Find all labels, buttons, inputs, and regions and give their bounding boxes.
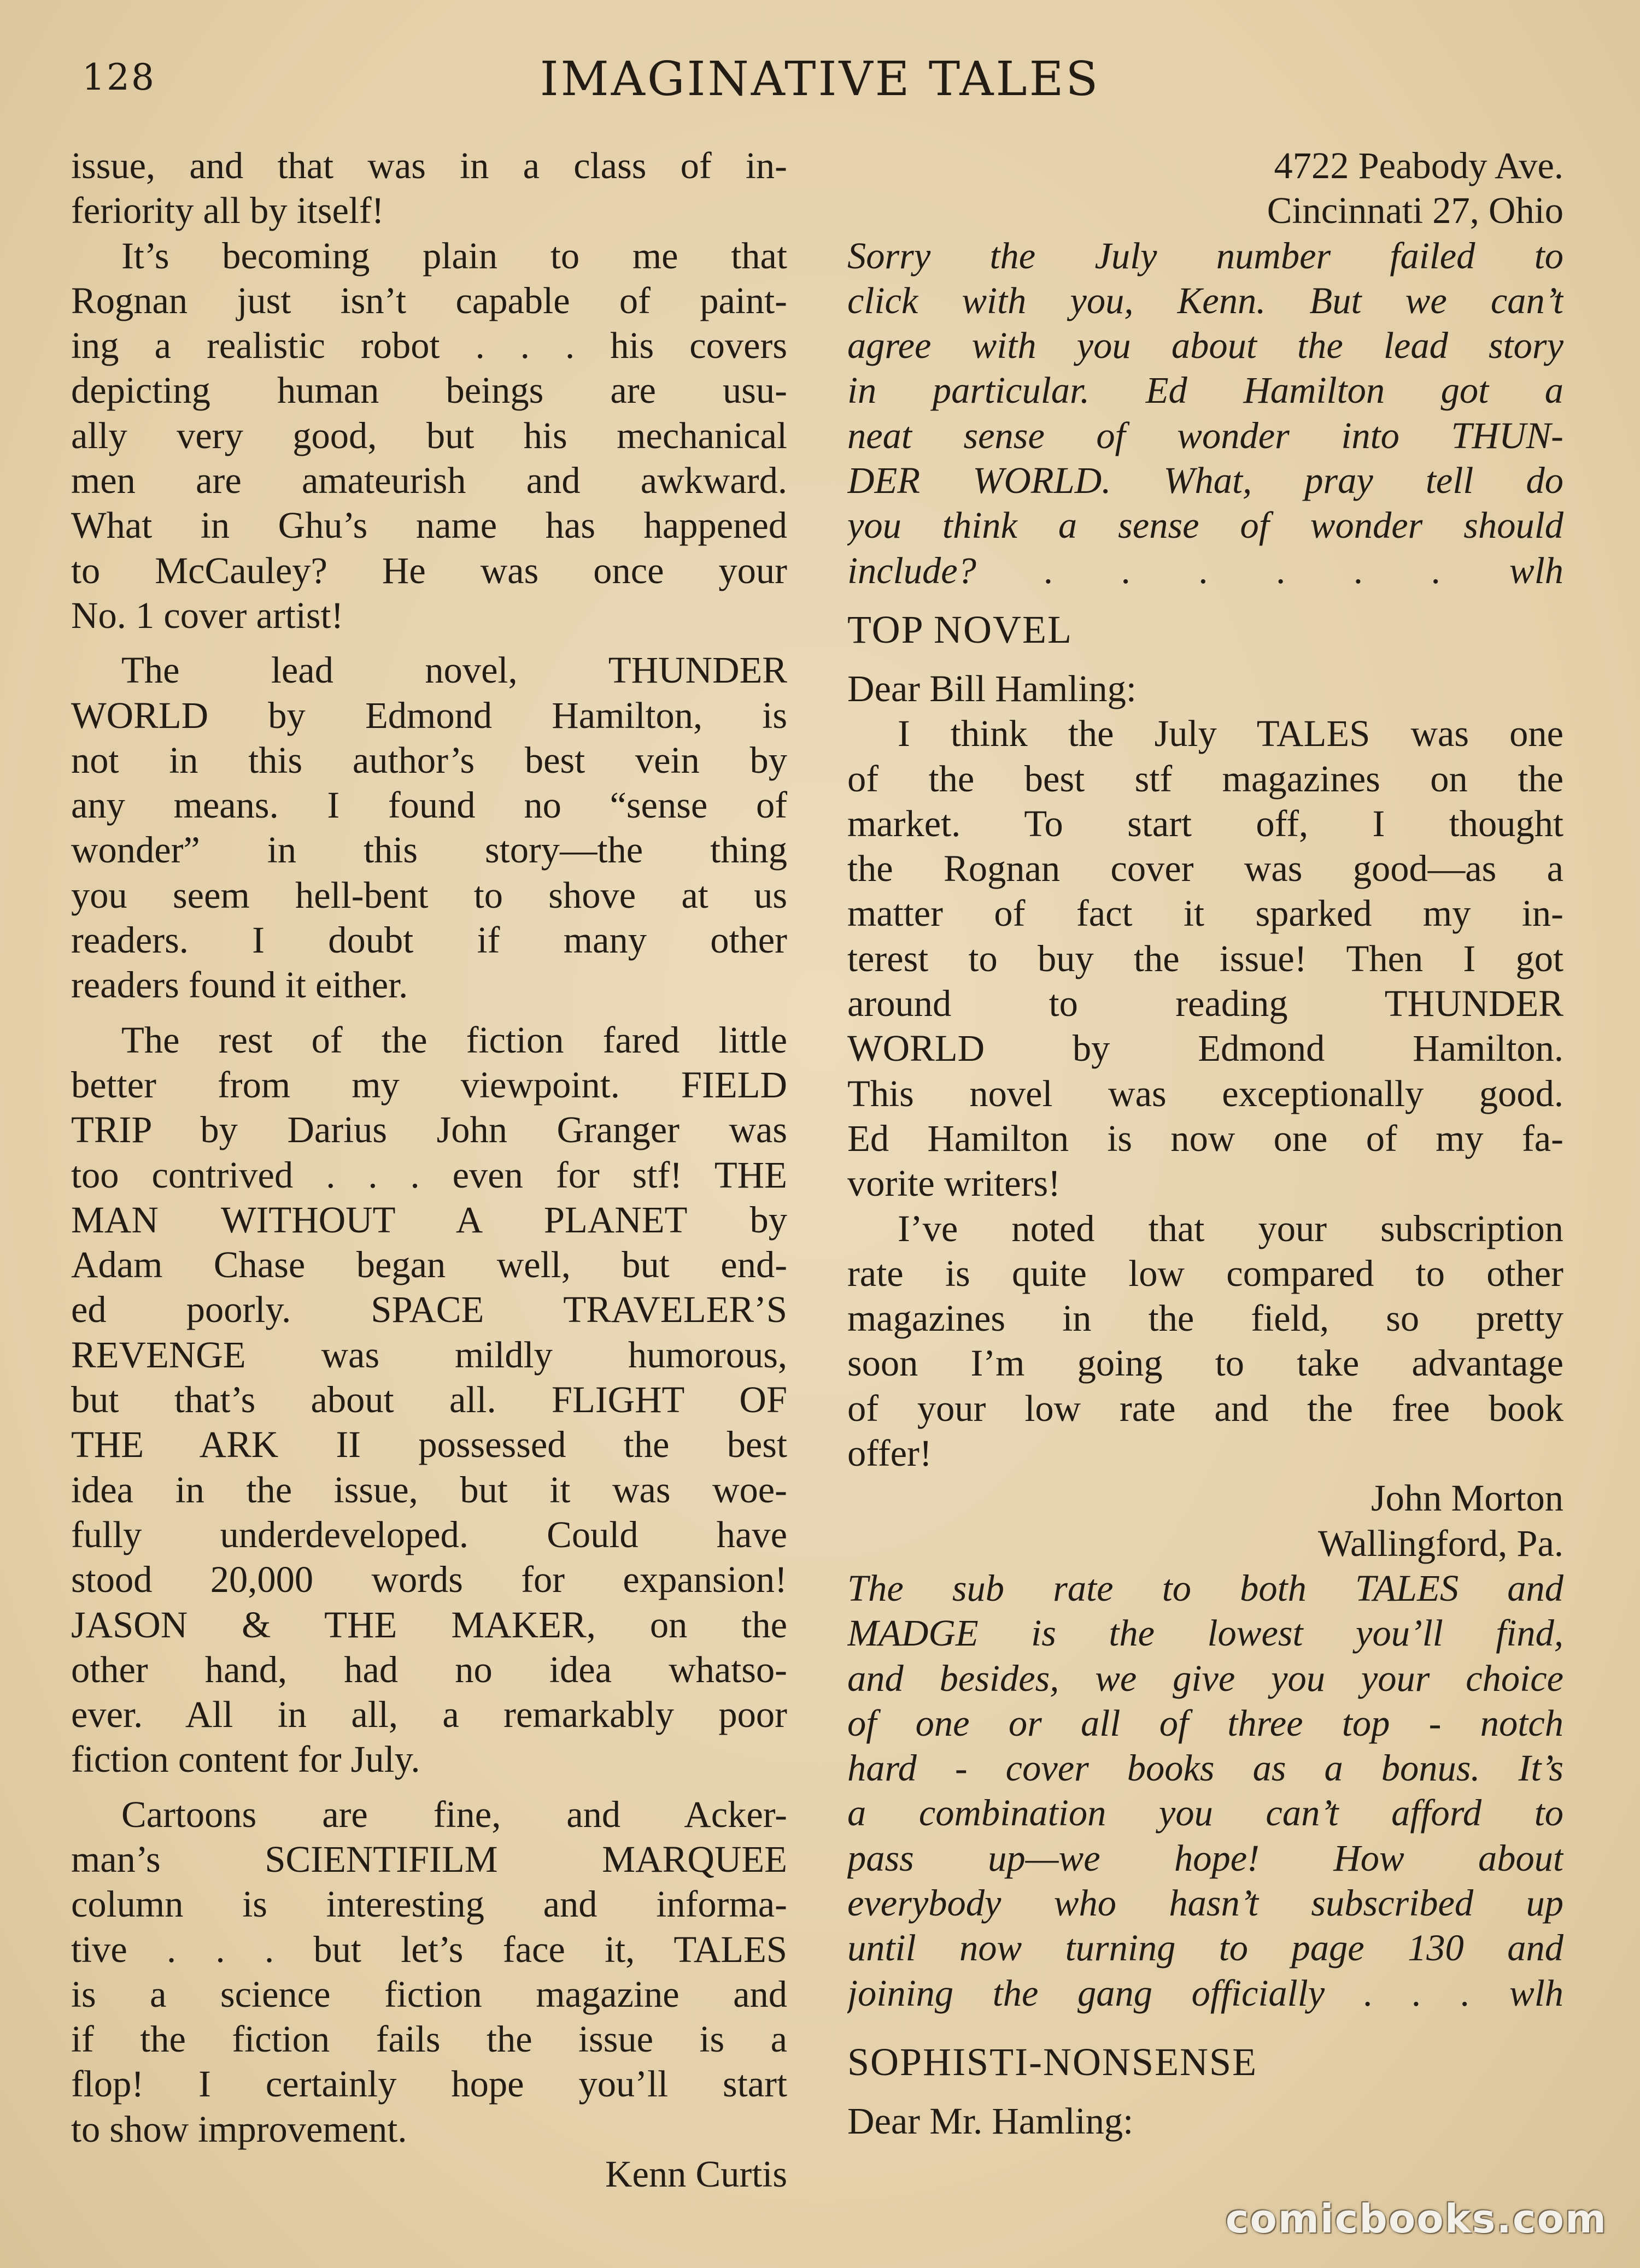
text-line: agree with you about the lead story — [847, 325, 1563, 367]
text-line: This novel was exceptionally good. — [847, 1072, 1563, 1114]
text-line: any means. I found no “sense of — [71, 784, 787, 826]
text-line: soon I’m going to take advantage — [847, 1342, 1563, 1384]
text-line: ever. All in all, a remarkably poor — [71, 1694, 787, 1736]
text-line: No. 1 cover artist! — [71, 594, 344, 636]
text-line: Cartoons are fine, and Acker- — [121, 1793, 787, 1835]
text-line: vorite writers! — [847, 1162, 1061, 1204]
text-line: neat sense of wonder into THUN- — [847, 414, 1563, 456]
text-line: you seem hell-bent to shove at us — [71, 874, 787, 916]
text-line: of one or all of three top - notch — [847, 1702, 1563, 1744]
text-line: magazines in the field, so pretty — [847, 1297, 1563, 1339]
text-line: man’s SCIENTIFILM MARQUEE — [71, 1838, 787, 1880]
text-line: fully underdeveloped. Could have — [71, 1513, 787, 1555]
text-line: MAN WITHOUT A PLANET by — [71, 1198, 787, 1241]
text-line: JASON & THE MAKER, on the — [71, 1603, 787, 1646]
text-line: WORLD by Edmond Hamilton, is — [71, 694, 787, 736]
text-line: flop! I certainly hope you’ll start — [71, 2063, 787, 2105]
section-heading: SOPHISTI-NONSENSE — [847, 2040, 1258, 2084]
paragraph-gap — [847, 2016, 1563, 2025]
text-line: offer! — [847, 1432, 932, 1474]
text-line: tive . . . but let’s face it, TALES — [71, 1928, 787, 1970]
text-line: I’ve noted that your subscription — [898, 1207, 1563, 1249]
text-line: fiction content for July. — [71, 1738, 420, 1781]
text-line: depicting human beings are usu- — [71, 369, 787, 412]
text-line: matter of fact it sparked my in- — [847, 892, 1563, 935]
text-line: issue, and that was in a class of in- — [71, 145, 787, 186]
text-line: It’s becoming plain to me that — [121, 234, 787, 277]
text-line: a combination you can’t afford to — [847, 1792, 1563, 1834]
text-line: joining the gang officially . . . wlh — [847, 1972, 1563, 2014]
text-line: John Morton — [1370, 1477, 1563, 1519]
text-line: stood 20,000 words for expansion! — [71, 1559, 787, 1601]
paragraph-gap — [71, 1008, 787, 1018]
paragraph-gap — [847, 656, 1563, 666]
text-line: 4722 Peabody Ave. — [1274, 145, 1563, 186]
text-line: readers. I doubt if many other — [71, 919, 787, 961]
text-line: DER WORLD. What, pray tell do — [847, 460, 1563, 502]
text-line: ed poorly. SPACE TRAVELER’S — [71, 1289, 787, 1331]
text-line: to McCauley? He was once your — [71, 549, 787, 591]
text-line: What in Ghu’s name has happened — [71, 504, 787, 547]
text-line: terest to buy the issue! Then I got — [847, 937, 1563, 979]
paragraph-gap — [71, 1782, 787, 1792]
text-line: WORLD by Edmond Hamilton. — [847, 1027, 1563, 1070]
text-line: idea in the issue, but it was woe- — [71, 1468, 787, 1511]
text-line: Rognan just isn’t capable of paint- — [71, 279, 787, 321]
paragraph-gap — [847, 2025, 1563, 2035]
watermark-logo: comicbooks.com — [1225, 2196, 1607, 2242]
page-number: 128 — [82, 56, 156, 98]
text-line: MADGE is the lowest you’ll find, — [847, 1612, 1563, 1654]
text-line: of the best stf magazines on the — [847, 757, 1563, 800]
magazine-title: IMAGINATIVE TALES — [540, 52, 1100, 107]
text-line: include? . . . . . . wlh — [847, 549, 1563, 591]
text-line: around to reading THUNDER — [847, 983, 1563, 1025]
text-line: Wallingford, Pa. — [1317, 1522, 1563, 1564]
text-line: but that’s about all. FLIGHT OF — [71, 1379, 787, 1421]
text-line: Dear Mr. Hamling: — [847, 2100, 1134, 2142]
text-line: is a science fiction magazine and — [71, 1973, 787, 2015]
page-header — [82, 52, 1558, 117]
text-line: ally very good, but his mechanical — [71, 414, 787, 456]
text-line: to show improvement. — [71, 2108, 407, 2150]
text-line: Cincinnati 27, Ohio — [1267, 190, 1563, 232]
paragraph-gap — [847, 2089, 1563, 2099]
text-line: Sorry the July number failed to — [847, 234, 1563, 277]
paragraph-gap — [847, 593, 1563, 603]
text-line: in particular. Ed Hamilton got a — [847, 369, 1563, 412]
text-line: The lead novel, THUNDER — [121, 649, 787, 691]
text-line: other hand, had no idea whatso- — [71, 1648, 787, 1690]
text-line: Adam Chase began well, but end- — [71, 1244, 787, 1286]
text-line: you think a sense of wonder should — [847, 504, 1563, 547]
paragraph-gap — [71, 638, 787, 648]
text-line: hard - cover books as a bonus. It’s — [847, 1747, 1563, 1789]
text-line: of your low rate and the free book — [847, 1387, 1563, 1429]
text-line: readers found it either. — [71, 964, 408, 1006]
text-line: The rest of the fiction fared little — [121, 1019, 787, 1061]
text-line: Kenn Curtis — [605, 2153, 787, 2195]
text-line: I think the July TALES was one — [898, 713, 1563, 755]
text-line: Dear Bill Hamling: — [847, 667, 1137, 709]
text-line: the Rognan cover was good—as a — [847, 848, 1563, 890]
text-line: market. To start off, I thought — [847, 802, 1563, 844]
text-line: not in this author’s best vein by — [71, 739, 787, 781]
text-line: click with you, Kenn. But we can’t — [847, 279, 1563, 321]
text-line: until now turning to page 130 and — [847, 1927, 1563, 1969]
text-line: better from my viewpoint. FIELD — [71, 1064, 787, 1106]
text-line: ing a realistic robot . . . his covers — [71, 325, 787, 367]
text-line: rate is quite low compared to other — [847, 1252, 1563, 1294]
right-column — [847, 143, 1563, 2143]
text-line: and besides, we give you your choice — [847, 1657, 1563, 1699]
text-line: pass up—we hope! How about — [847, 1837, 1563, 1879]
text-line: TRIP by Darius John Granger was — [71, 1109, 787, 1151]
text-line: everybody who hasn’t subscribed up — [847, 1882, 1563, 1924]
text-line: REVENGE was mildly humorous, — [71, 1333, 787, 1376]
text-line: Ed Hamilton is now one of my fa- — [847, 1117, 1563, 1159]
text-line: wonder” in this story—the thing — [71, 829, 787, 871]
left-column — [71, 143, 787, 2196]
text-line: men are amateurish and awkward. — [71, 460, 787, 502]
text-line: if the fiction fails the issue is a — [71, 2018, 787, 2060]
text-line: too contrived . . . even for stf! THE — [71, 1154, 787, 1196]
text-line: THE ARK II possessed the best — [71, 1424, 787, 1466]
text-line: The sub rate to both TALES and — [847, 1567, 1563, 1609]
section-heading: TOP NOVEL — [847, 607, 1073, 651]
text-line: feriority all by itself! — [71, 190, 384, 232]
text-line: column is interesting and informa- — [71, 1883, 787, 1925]
